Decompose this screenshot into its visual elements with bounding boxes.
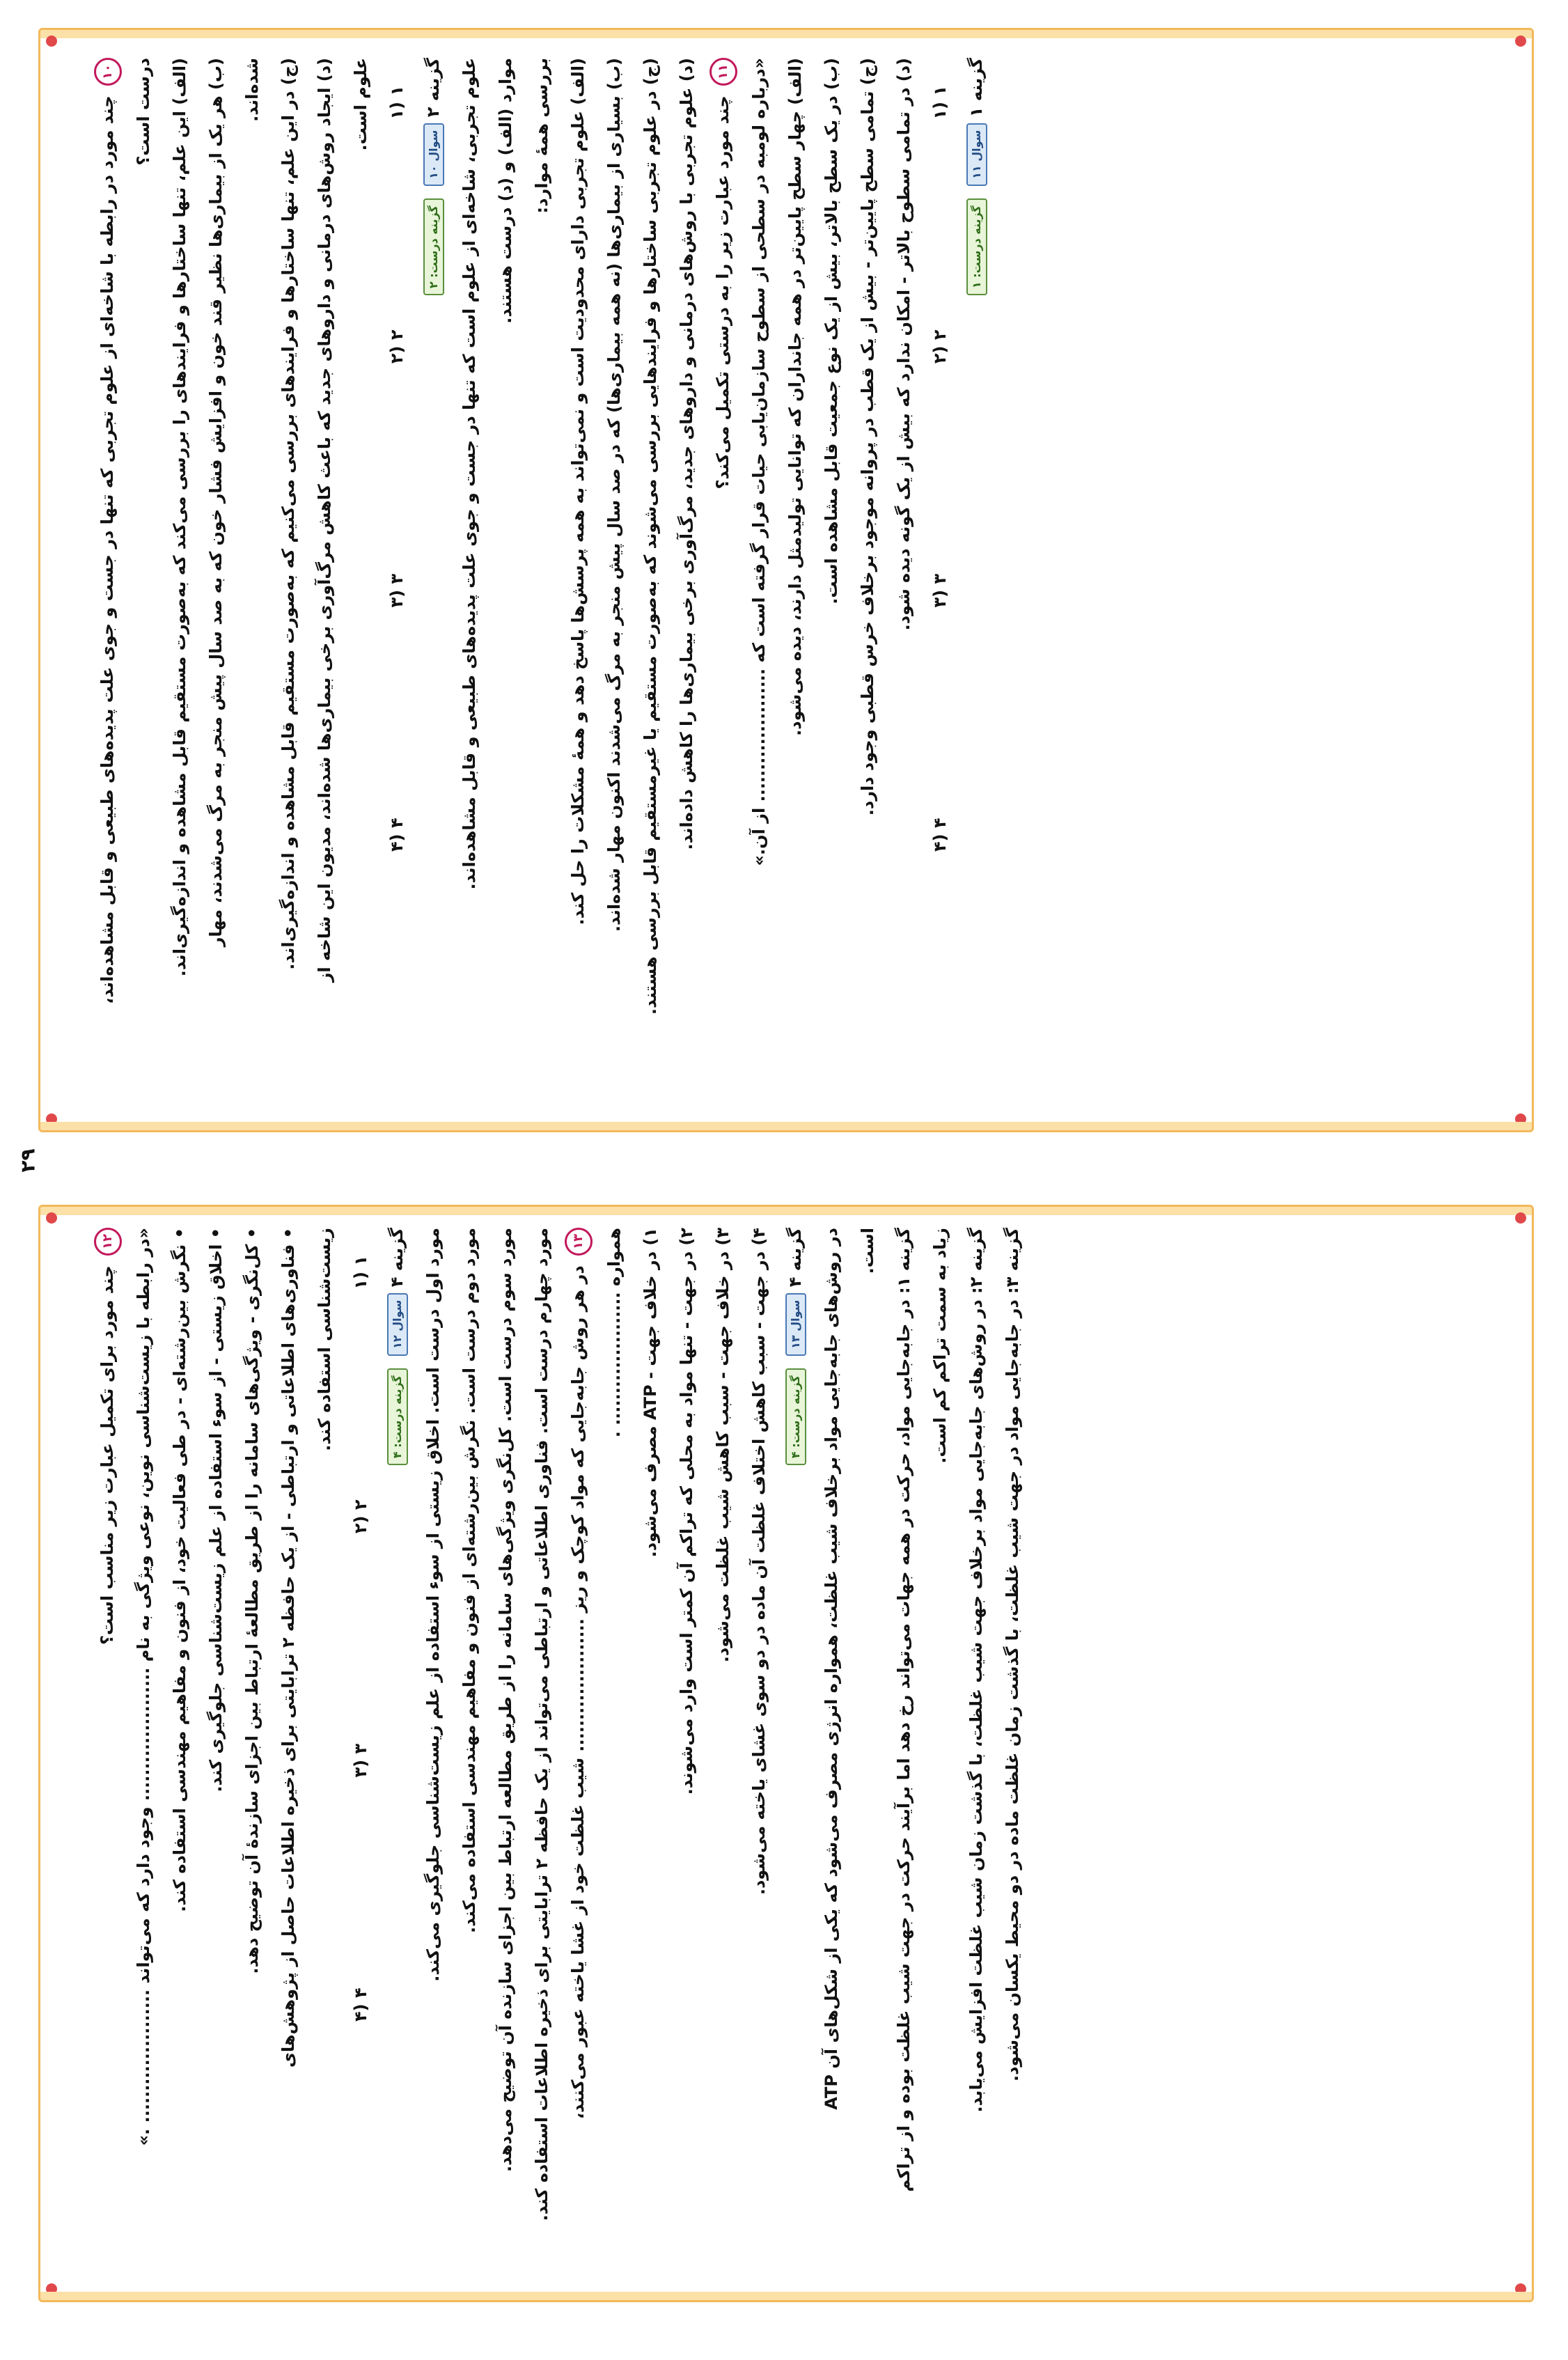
answer-label: گزینه ۴	[387, 1228, 407, 1288]
question-11-options	[922, 58, 958, 852]
answer-10-line: (د) علوم تجربی با روش‌های درمانی و داروهای جدید، مرگ‌آوری برخی بیماری‌ها را کاهش داده‌اند.	[677, 58, 696, 850]
answer-10-line: موارد (الف) و (د) درست هستند.	[496, 58, 515, 324]
question-11-item: (الف) چهار سطح پایین‌تر در همه جانداران که توانایی تولیدمثل دارند، دیده می‌شود.	[785, 58, 805, 736]
question-number-badge: ۱۲	[94, 1228, 122, 1256]
answer-13-line: است.	[858, 1228, 877, 1274]
question-13-item[interactable]: ۲) در جهت - تنها مواد به محلی که تراکم آن کمتر است وارد می‌شوند.	[677, 1228, 696, 1795]
answer-12-line: مورد سوم درست است. کل‌نگری ویژگی‌های سامانه را از طریق مطالعه ارتباط بین اجزای سازنده آن توضیح می‌دهد.	[496, 1228, 515, 2172]
question-13-stem-cont: همواره ..................... .	[604, 1228, 624, 1438]
answer-10-line: علوم تجربی، شاخه‌ای از علوم است که تنها در جست و جوی علت پدیده‌های طبیعی و قابل مشاهده‌اند.	[460, 58, 479, 890]
bottom-page-panel	[38, 1205, 1534, 2302]
question-11-stem-cont: «درباره لومبه در سطحی از سطوح سازمان‌یابی حیات قرار گرفته است که ..................... از آن.»	[749, 58, 769, 866]
question-13-stem: ۱۳ در هر روش جابه‌جایی که مواد کوچک و ریز ..................... شیب غلظت خود از غشا یاخته عبور می‌کنند،	[560, 1228, 596, 2258]
question-11-item: (ج) تمامی سطح پایین‌تر - بیش از یک قطب در پروانه موجود برخلاف خرس قطبی وجود دارد.	[858, 58, 877, 816]
option-1[interactable]: ۱ (۱	[387, 86, 407, 120]
answer-13-line: زیاد به سمت تراکم کم است.	[930, 1228, 950, 1464]
question-11-item: (د) در تمامی سطوح بالاتر - امکان ندارد که بیش از یک گونه دیده شود.	[894, 58, 914, 631]
option-2[interactable]: ۲ (۲	[387, 329, 407, 364]
question-11-stem: ۱۱ چند مورد عبارت زیر را به درستی تکمیل می‌کند؟	[705, 58, 741, 1088]
option-3[interactable]: ۳ (۳	[930, 573, 950, 608]
question-tag: سوال ۱۱	[966, 123, 987, 186]
question-11-item: (ب) در یک سطح بالاتر، بیش از یک نوع جمعیت قابل مشاهده است.	[822, 58, 841, 604]
option-3[interactable]: ۳ (۳	[387, 573, 407, 608]
answer-10-line: (ج) در علوم تجربی ساختارها و فرایندهایی بررسی می‌شوند که به‌صورت مستقیم یا غیرمستقیم قابل بررسی هستند.	[641, 58, 660, 1015]
question-12-item: زیست‌شناسی استفاده کند.	[315, 1228, 334, 1451]
answer-label: گزینه ۲	[423, 58, 443, 118]
answer-10-line: (الف) علوم تجربی دارای محدودیت است و نمی‌تواند به همه پرسش‌ها پاسخ دهد و همهٔ مشکلات را حل کند.	[568, 58, 588, 925]
top-page-panel	[38, 28, 1534, 1132]
answer-label: گزینه ۴	[785, 1228, 805, 1288]
question-13-item[interactable]: ۳) در خلاف جهت - سبب کاهش شیب غلظت می‌شود.	[713, 1228, 732, 1663]
question-10-options	[379, 58, 415, 852]
answer-key-tag: گزینه درست: ۴	[785, 1368, 806, 1465]
option-1[interactable]: ۱ (۱	[351, 1256, 370, 1290]
question-12-stem: ۱۲ چند مورد برای تکمیل عبارت زیر مناسب است؟	[89, 1228, 125, 2258]
answer-11-header	[958, 58, 994, 1088]
answer-13-line: گزینه ۱: در جابه‌جایی مواد، حرکت در همه جهات می‌تواند رخ دهد اما برآیند حرکت در جهت شیب غلظت بوده و از تراکم	[894, 1228, 914, 2192]
question-number-badge: ۱۳	[565, 1228, 593, 1256]
answer-13-header	[777, 1228, 813, 2258]
option-2[interactable]: ۲ (۲	[351, 1499, 370, 1534]
option-4[interactable]: ۴ (۴	[930, 818, 950, 852]
question-10-item: علوم است.	[351, 58, 370, 151]
question-12-item: • نگرش بین‌رشته‌ای - در طی فعالیت خود، از فنون و مفاهیم مهندسی استفاده کند.	[170, 1228, 189, 1912]
top-page-content	[40, 30, 1532, 1130]
question-10-item: (ب) هر یک از بیماری‌ها نظیر قند خون و افزایش فشار خون که به صد سال پیش منجر به مرگ می‌شدند، مهار	[206, 58, 226, 947]
question-13-item[interactable]: ۱) در خلاف جهت - ATP مصرف می‌شود.	[641, 1228, 660, 1558]
answer-10-line: بررسی همهٔ موارد:	[532, 58, 551, 214]
answer-10-header	[415, 58, 451, 1088]
question-number-badge: ۱۱	[709, 58, 737, 86]
answer-key-tag: گزینه درست: ۲	[423, 198, 444, 295]
answer-key-tag: گزینه درست: ۴	[387, 1368, 408, 1465]
question-12-item: • فناوری‌های اطلاعاتی و ارتباطی - از یک حافظه ۲ ترابایتی برای ذخیره اطلاعات حاصل از پژوهش‌های	[279, 1228, 298, 2068]
answer-13-line: در روش‌های جابه‌جایی مواد برخلاف شیب غلظت، همواره انرژی مصرف می‌شود که یکی از شکل‌های آن ATP	[822, 1228, 841, 2110]
option-4[interactable]: ۴ (۴	[351, 1987, 370, 2022]
answer-12-line: مورد اول درست است. اخلاق زیستی از سوء استفاده از علم زیست‌شناسی جلوگیری می‌کند.	[423, 1228, 443, 1982]
answer-12-line: مورد دوم درست است. نگرش بین‌رشته‌ای از فنون و مفاهیم مهندسی استفاده می‌کند.	[460, 1228, 479, 1933]
question-tag: سوال ۱۳	[785, 1293, 806, 1356]
option-2[interactable]: ۲ (۲	[930, 329, 950, 364]
option-3[interactable]: ۳ (۳	[351, 1743, 370, 1778]
answer-key-tag: گزینه درست: ۱	[966, 198, 987, 295]
answer-12-header	[379, 1228, 415, 2258]
question-tag: سوال ۱۲	[387, 1293, 408, 1356]
answer-label: گزینه ۱	[966, 58, 986, 118]
question-10-item: (د) ایجاد روش‌های درمانی و داروهای جدید که باعث کاهش مرگ‌آوری برخی بیماری‌ها شده‌اند، مدیون این شاخه از	[315, 58, 334, 983]
answer-13-line: گزینه ۲: در روش‌های جابه‌جایی مواد برخلاف جهت شیب غلظت، با گذشت زمان شیب غلظت افزایش می‌یابد.	[966, 1228, 986, 2113]
answer-12-line: مورد چهارم درست است. فناوری اطلاعاتی و ارتباطی می‌تواند از یک حافظه ۲ ترابایتی برای ذخیره اطلاعات استفاده کند.	[532, 1228, 551, 2221]
option-1[interactable]: ۱ (۱	[930, 86, 950, 120]
question-12-options	[343, 1228, 379, 2022]
question-10-item: (الف) این علم، تنها ساختارها و فرایندهای را بررسی می‌کند که به‌صورت مستقیم قابل مشاهده و اندازه‌گیری‌اند.	[170, 58, 189, 977]
answer-10-line: (ب) بسیاری از بیماری‌ها (نه همه بیماری‌ها) که در صد سال پیش منجر به مرگ می‌شدند اکنون مهار شده‌اند.	[604, 58, 624, 932]
answer-13-line: گزینه ۳: در جابه‌جایی مواد در جهت شیب غلظت، با گذشت زمان غلظت ماده در دو محیط یکسان می‌شود.	[1003, 1228, 1022, 2082]
question-12-item: • کل‌نگری - ویژگی‌های سامانه را از طریق مطالعهٔ ارتباط بین اجزای سازندهٔ آن توضیح دهد.	[242, 1228, 262, 1974]
bottom-page-content	[40, 1205, 1532, 2300]
question-10-item: شده‌اند.	[242, 58, 262, 122]
question-tag: سوال ۱۰	[423, 123, 444, 186]
page-number: ۲۹	[16, 1148, 40, 1173]
question-12-stem-cont: «در رابطه با زیست‌شناسی نوین، نوعی ویژگی به نام ..................... وجود دارد که می‌تواند ..................... .»	[134, 1228, 153, 2146]
question-number-badge: ۱۰	[94, 58, 122, 86]
question-12-item: • اخلاق زیستی - از سوء استفاده از علم زیست‌شناسی جلوگیری کند.	[206, 1228, 226, 1792]
question-10-stem-cont: درست است؟	[134, 58, 153, 166]
question-13-item[interactable]: ۴) در جهت - سبب کاهش اختلاف غلظت آن ماده در دو سوی غشای یاخته می‌شود.	[749, 1228, 769, 1896]
question-10-stem: ۱۰ چند مورد در رابطه با شاخه‌ای از علوم تجربی که تنها در جست و جوی علت پدیده‌های طبیعی و قابل مشاهده‌اند،	[89, 58, 125, 1088]
option-4[interactable]: ۴ (۴	[387, 818, 407, 852]
question-10-item: (ج) در این علم، تنها ساختارها و فرایندهای بررسی می‌کنیم که به‌صورت مستقیم قابل مشاهده و اندازه‌گیری‌اند.	[279, 58, 298, 970]
